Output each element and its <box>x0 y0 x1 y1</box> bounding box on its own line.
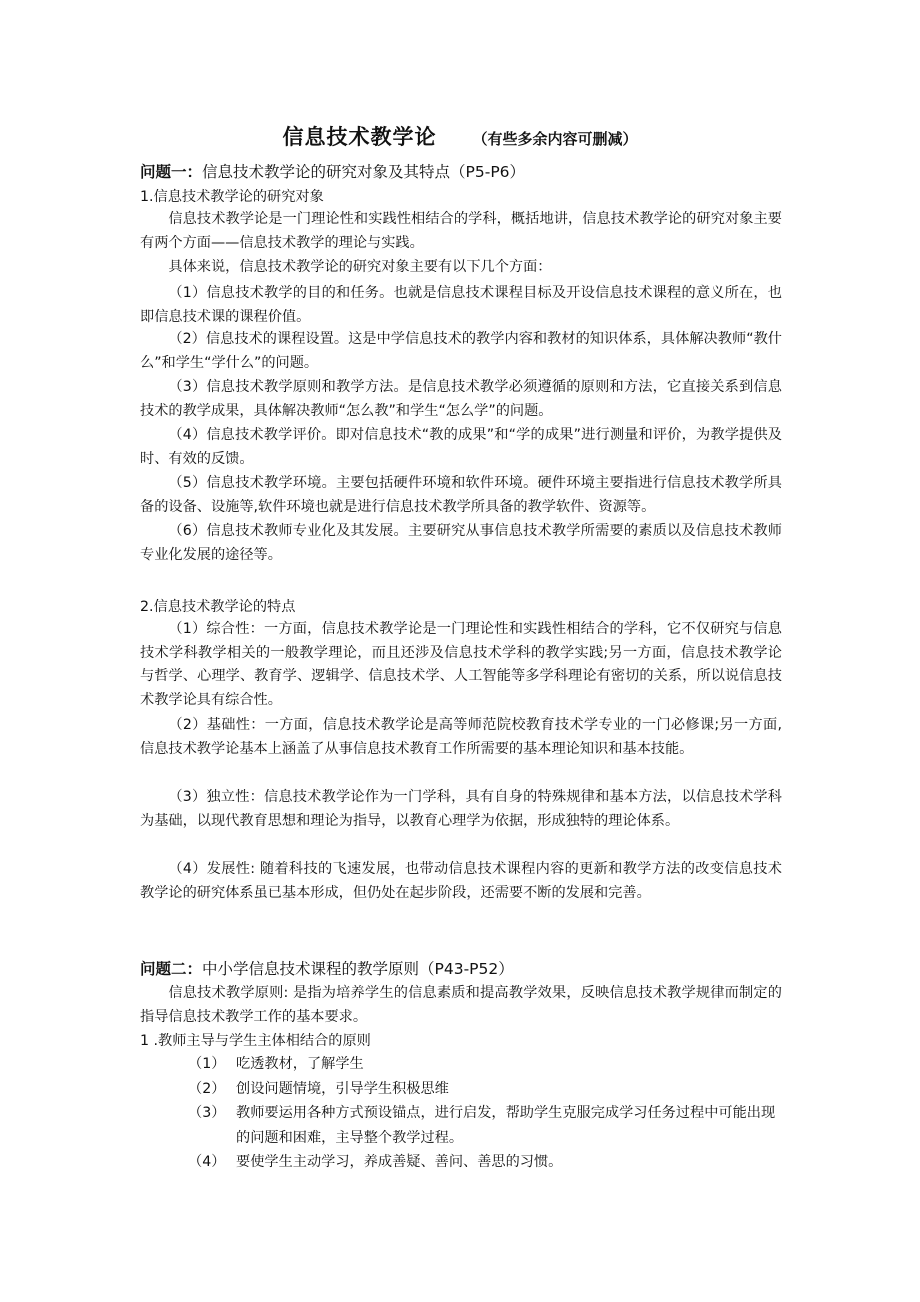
title-note: （有些多余内容可删减） <box>472 130 638 148</box>
document-title <box>0 124 920 153</box>
q1-s1-title: 1.信息技术教学论的研究对象 <box>140 189 324 205</box>
q2-s1-item <box>188 1077 783 1102</box>
q1-s2-item: （1）综合性：一方面，信息技术教学论是一门理论性和实践性相结合的学科，它不仅研究与信息技术学科教学相关的一般教学理论，而且还涉及信息技术学科的教学实践;另一方面，信息技术教学论与哲学、心理学、教育学、逻辑学、信息技术学、人工智能等多学科理论有密切的关系，所以说信息技术教学论具有综合性。 <box>140 621 782 709</box>
q2-heading-prefix: 问题二： <box>140 960 203 978</box>
q2-intro: 信息技术教学原则: 是指为培养学生的信息素质和提高教学效果，反映信息技术教学规律而制定的指导信息技术教学工作的基本要求。 <box>140 985 782 1025</box>
q1-s1-item: （1）信息技术教学的目的和任务。也就是信息技术课程目标及开设信息技术课程的意义所在，也即信息技术课的课程价值。 <box>140 285 782 325</box>
q1-s1-item: （3）信息技术教学原则和教学方法。是信息技术教学必须遵循的原则和方法，它直接关系到信息技术的教学成果，具体解决教师“怎么教”和学生“怎么学”的问题。 <box>140 379 782 419</box>
q1-heading-prefix: 问题一： <box>140 163 203 181</box>
q2-heading-text: 中小学信息技术课程的教学原则（P43-P52） <box>202 960 514 978</box>
q1-s2-title: 2.信息技术教学论的特点 <box>140 599 296 615</box>
q2-s1-item <box>188 1150 783 1175</box>
title-main: 信息技术教学论 <box>282 125 437 149</box>
q1-s1-item: （5）信息技术教学环境。主要包括硬件环境和软件环境。硬件环境主要指进行信息技术教学所具备的设备、设施等,软件环境也就是进行信息技术教学所具备的教学软件、资源等。 <box>140 475 782 515</box>
q1-s2-item: （2）基础性：一方面，信息技术教学论是高等师范院校教育技术学专业的一门必修课;另一方面,信息技术教学论基本上涵盖了从事信息技术教育工作所需要的基本理论知识和基本技能。 <box>140 717 782 757</box>
q1-s1-intro2: 具体来说，信息技术教学论的研究对象主要有以下几个方面： <box>168 259 552 275</box>
q1-heading-text: 信息技术教学论的研究对象及其特点（P5-P6） <box>202 163 526 181</box>
q1-s1-item: （4）信息技术教学评价。即对信息技术“教的成果”和“学的成果”进行测量和评价，为教学提供及时、有效的反馈。 <box>140 427 782 467</box>
item-text: 创设问题情境，引导学生积极思维 <box>236 1081 449 1097</box>
q2-s1-item <box>188 1101 783 1151</box>
q1-s2-item: （3）独立性：信息技术教学论作为一门学科，具有自身的特殊规律和基本方法，以信息技术学科为基础，以现代教育思想和理论为指导，以教育心理学为依据，形成独特的理论体系。 <box>140 789 782 829</box>
item-number: （2） <box>188 1081 226 1097</box>
item-number: （1） <box>188 1056 226 1072</box>
q1-heading <box>140 160 525 182</box>
item-text: 吃透教材，了解学生 <box>236 1056 364 1072</box>
q2-heading <box>140 957 514 979</box>
item-text: 教师要运用各种方式预设锚点，进行启发，帮助学生克服完成学习任务过程中可能出现的问题和困难，主导整个教学过程。 <box>236 1105 776 1146</box>
q2-s1-item <box>188 1052 783 1077</box>
q1-s1-item: （2）信息技术的课程设置。这是中学信息技术的教学内容和教材的知识体系，具体解决教师“教什么”和学生“学什么”的问题。 <box>140 331 782 371</box>
q1-s1-item: （6）信息技术教师专业化及其发展。主要研究从事信息技术教学所需要的素质以及信息技术教师专业化发展的途径等。 <box>140 523 782 563</box>
item-number: （4） <box>188 1154 226 1170</box>
item-text: 要使学生主动学习，养成善疑、善问、善思的习惯。 <box>236 1154 563 1170</box>
q1-s2-item: （4）发展性: 随着科技的飞速发展，也带动信息技术课程内容的更新和教学方法的改变信息技术教学论的研究体系虽已基本形成，但仍处在起步阶段，还需要不断的发展和完善。 <box>140 861 782 901</box>
item-number: （3） <box>188 1105 226 1121</box>
q1-s1-intro: 信息技术教学论是一门理论性和实践性相结合的学科，概括地讲，信息技术教学论的研究对象主要有两个方面——信息技术教学的理论与实践。 <box>140 211 782 251</box>
q2-s1-title: 1 .教师主导与学生主体相结合的原则 <box>140 1033 371 1049</box>
